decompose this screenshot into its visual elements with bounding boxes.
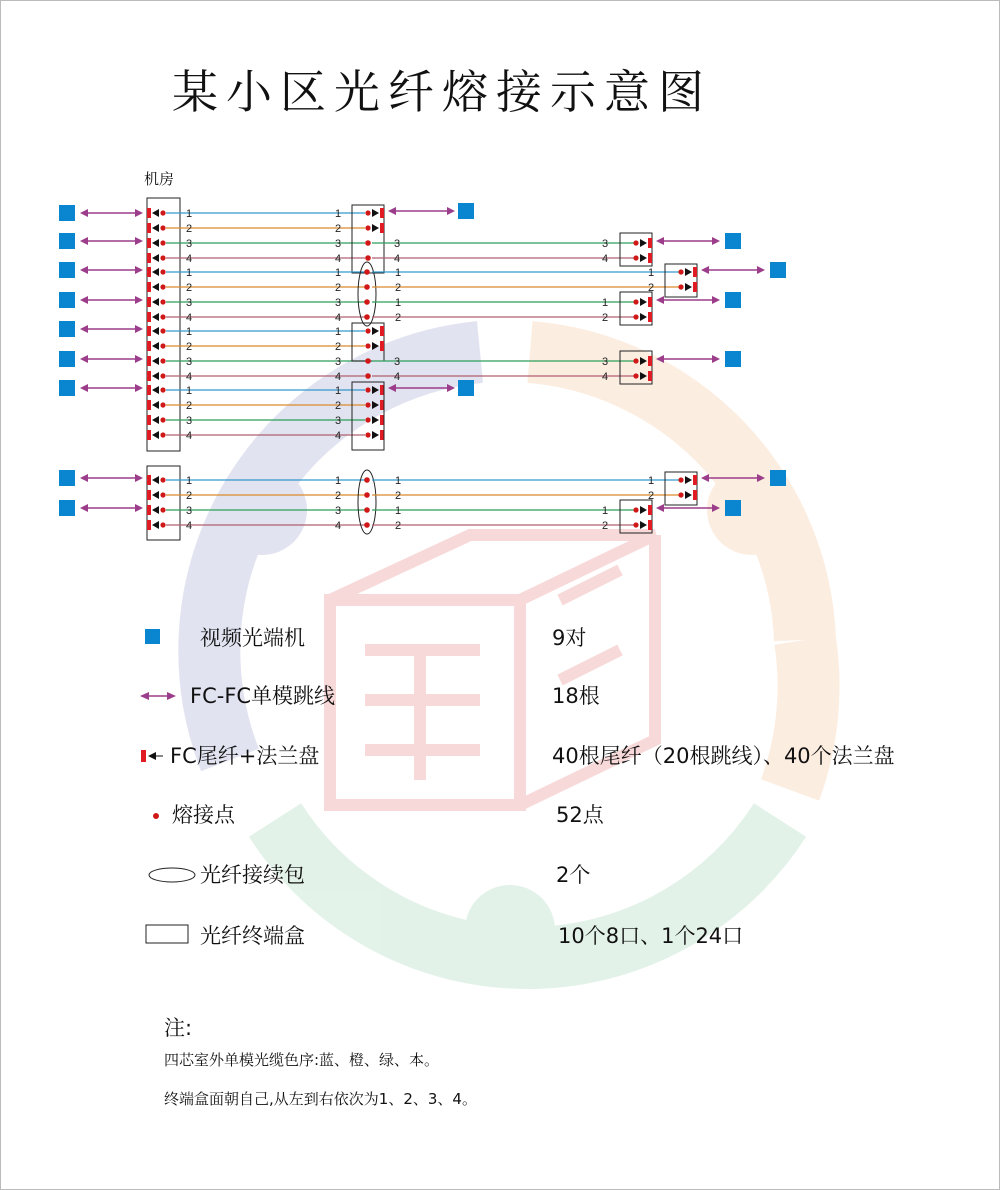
legend-transceiver-icon: [145, 629, 160, 644]
fiber-number-label: 1: [186, 208, 193, 220]
patch-arrow-right-icon: [712, 237, 720, 245]
splice-point-icon: [365, 373, 371, 379]
patch-arrow-left-icon: [656, 296, 664, 304]
flange-icon: [147, 208, 151, 218]
splice-point-icon: [364, 299, 370, 305]
pigtail-arrow-icon: [372, 209, 379, 217]
pigtail-arrow-icon: [640, 521, 647, 529]
pigtail-arrow-icon: [640, 372, 647, 380]
pigtail-arrow-icon: [685, 283, 692, 291]
fiber-number-label: 1: [602, 297, 609, 309]
splice-point-icon: [160, 402, 165, 407]
video-transceiver-icon: [59, 262, 75, 278]
splice-point-icon: [160, 284, 165, 289]
patch-arrow-left-icon: [701, 474, 709, 482]
flange-icon: [147, 253, 151, 263]
video-transceiver-icon: [458, 380, 474, 396]
fiber-number-label: 4: [602, 371, 609, 383]
video-transceiver-icon: [59, 205, 75, 221]
patch-arrow-right-icon: [712, 355, 720, 363]
flange-icon: [147, 238, 151, 248]
splice-point-icon: [160, 343, 165, 348]
legend-value-terminal-box: 10个8口、1个24口: [558, 924, 744, 948]
video-transceiver-icon: [59, 470, 75, 486]
splice-point-icon: [160, 269, 165, 274]
flange-icon: [147, 341, 151, 351]
flange-icon: [693, 282, 697, 292]
legend-value-pigtail: 40根尾纤（20根跳线）、40个法兰盘: [552, 744, 895, 768]
legend-label-transceiver: 视频光端机: [200, 626, 305, 650]
flange-icon: [380, 415, 384, 425]
note-line-1: 四芯室外单模光缆色序:蓝、橙、绿、本。: [164, 1051, 440, 1069]
fiber-number-label: 1: [335, 385, 342, 397]
flange-icon: [147, 267, 151, 277]
pigtail-arrow-icon: [152, 268, 159, 276]
legend-terminal-box-icon: [146, 925, 188, 943]
video-transceiver-icon: [770, 470, 786, 486]
fiber-number-label: 2: [186, 223, 193, 235]
pigtail-arrow-icon: [372, 416, 379, 424]
splice-point-icon: [678, 284, 683, 289]
pigtail-arrow-icon: [640, 357, 647, 365]
terminal-box: [620, 292, 652, 325]
patch-arrow-left-icon: [80, 325, 88, 333]
pigtail-arrow-icon: [640, 298, 647, 306]
splice-point-icon: [160, 328, 165, 333]
legend-label-splice-point: 熔接点: [172, 803, 235, 827]
legend-label-terminal-box: 光纤终端盒: [200, 924, 305, 948]
patch-arrow-left-icon: [80, 296, 88, 304]
splice-point-icon: [365, 255, 371, 261]
patch-arrow-right-icon: [447, 384, 455, 392]
legend-value-transceiver: 9对: [552, 626, 587, 650]
patch-arrow-right-icon: [135, 384, 143, 392]
video-transceiver-icon: [59, 380, 75, 396]
patch-arrow-left-icon: [80, 384, 88, 392]
flange-icon: [147, 385, 151, 395]
splice-point-icon: [365, 432, 370, 437]
fiber-number-label: 1: [395, 505, 402, 517]
patch-arrow-right-icon: [712, 504, 720, 512]
splice-point-icon: [365, 417, 370, 422]
pigtail-arrow-icon: [372, 342, 379, 350]
pigtail-arrow-icon: [152, 327, 159, 335]
pigtail-arrow-icon: [640, 239, 647, 247]
legend-label-pigtail: FC尾纤+法兰盘: [170, 744, 320, 768]
patch-arrow-right-icon: [135, 474, 143, 482]
pigtail-arrow-icon: [152, 476, 159, 484]
pigtail-arrow-icon: [152, 372, 159, 380]
fiber-number-label: 4: [335, 520, 342, 532]
fiber-number-label: 1: [648, 475, 655, 487]
splice-point-icon: [633, 255, 638, 260]
fiber-number-label: 2: [186, 341, 193, 353]
fiber-number-label: 2: [602, 312, 609, 324]
splice-point-icon: [160, 387, 165, 392]
pigtail-arrow-icon: [152, 283, 159, 291]
patch-arrow-left-icon: [656, 355, 664, 363]
splice-point-icon: [678, 492, 683, 497]
fiber-number-label: 2: [395, 312, 402, 324]
flange-icon: [380, 326, 384, 336]
splice-point-icon: [160, 255, 165, 260]
pigtail-arrow-icon: [372, 224, 379, 232]
fiber-number-label: 3: [602, 356, 609, 368]
pigtail-arrow-icon: [640, 254, 647, 262]
fiber-number-label: 1: [395, 267, 402, 279]
flange-icon: [380, 430, 384, 440]
splice-point-icon: [160, 492, 165, 497]
video-transceiver-icon: [59, 351, 75, 367]
flange-icon: [380, 208, 384, 218]
splice-point-icon: [633, 507, 638, 512]
fiber-number-label: 3: [186, 505, 193, 517]
pigtail-arrow-icon: [372, 401, 379, 409]
legend-patch-arrow-left-icon: [140, 692, 149, 700]
fiber-number-label: 2: [395, 282, 402, 294]
fiber-number-label: 4: [335, 253, 342, 265]
splice-point-icon: [365, 358, 371, 364]
splice-point-icon: [160, 299, 165, 304]
fiber-number-label: 1: [186, 475, 193, 487]
fiber-number-label: 2: [186, 490, 193, 502]
terminal-box: [620, 351, 652, 384]
video-transceiver-icon: [59, 321, 75, 337]
video-transceiver-icon: [59, 292, 75, 308]
fiber-number-label: 1: [335, 326, 342, 338]
splice-point-icon: [160, 522, 165, 527]
fiber-number-label: 4: [186, 312, 193, 324]
flange-icon: [147, 356, 151, 366]
fiber-number-label: 2: [335, 282, 342, 294]
patch-arrow-right-icon: [135, 237, 143, 245]
video-transceiver-icon: [725, 292, 741, 308]
fiber-number-label: 1: [395, 475, 402, 487]
splice-point-icon: [364, 477, 370, 483]
terminal-box: [147, 198, 180, 451]
flange-icon: [147, 475, 151, 485]
flange-icon: [147, 520, 151, 530]
patch-arrow-left-icon: [388, 384, 396, 392]
fiber-number-label: 2: [186, 400, 193, 412]
fiber-number-label: 4: [335, 430, 342, 442]
video-transceiver-icon: [725, 233, 741, 249]
flange-icon: [648, 371, 652, 381]
legend-value-enclosure: 2个: [556, 863, 591, 887]
patch-arrow-left-icon: [80, 237, 88, 245]
fiber-number-label: 2: [186, 282, 193, 294]
fiber-number-label: 2: [335, 223, 342, 235]
flange-icon: [147, 505, 151, 515]
fiber-number-label: 1: [335, 475, 342, 487]
fiber-number-label: 3: [335, 297, 342, 309]
patch-arrow-right-icon: [135, 325, 143, 333]
video-transceiver-icon: [770, 262, 786, 278]
splice-point-icon: [633, 522, 638, 527]
fiber-number-label: 1: [602, 505, 609, 517]
splice-point-icon: [160, 225, 165, 230]
fiber-number-label: 3: [186, 238, 193, 250]
pigtail-arrow-icon: [152, 224, 159, 232]
legend-flange-icon: [141, 750, 146, 762]
splice-point-icon: [364, 269, 370, 275]
fiber-number-label: 2: [335, 400, 342, 412]
splice-point-icon: [364, 492, 370, 498]
flange-icon: [380, 223, 384, 233]
fiber-number-label: 2: [335, 341, 342, 353]
pigtail-arrow-icon: [152, 209, 159, 217]
splice-point-icon: [364, 522, 370, 528]
flange-icon: [147, 400, 151, 410]
fiber-number-label: 3: [602, 238, 609, 250]
fiber-number-label: 2: [395, 490, 402, 502]
patch-arrow-left-icon: [80, 355, 88, 363]
flange-icon: [648, 253, 652, 263]
video-transceiver-icon: [59, 500, 75, 516]
pigtail-arrow-icon: [685, 268, 692, 276]
fiber-number-label: 3: [335, 505, 342, 517]
pigtail-arrow-icon: [152, 313, 159, 321]
patch-arrow-left-icon: [80, 209, 88, 217]
patch-arrow-right-icon: [712, 296, 720, 304]
fiber-number-label: 3: [335, 415, 342, 427]
splice-point-icon: [160, 373, 165, 378]
pigtail-arrow-icon: [152, 491, 159, 499]
flange-icon: [648, 505, 652, 515]
terminal-box: [665, 264, 697, 297]
pigtail-arrow-icon: [152, 254, 159, 262]
splice-point-icon: [160, 210, 165, 215]
pigtail-arrow-icon: [152, 416, 159, 424]
fiber-number-label: 3: [394, 356, 401, 368]
patch-arrow-left-icon: [80, 474, 88, 482]
legend-label-patch-cord: FC-FC单模跳线: [190, 684, 336, 708]
fiber-number-label: 1: [186, 385, 193, 397]
fiber-number-label: 4: [186, 253, 193, 265]
patch-arrow-right-icon: [757, 266, 765, 274]
patch-arrow-left-icon: [388, 207, 396, 215]
splice-point-icon: [160, 417, 165, 422]
video-transceiver-icon: [725, 500, 741, 516]
fiber-number-label: 3: [186, 356, 193, 368]
fiber-number-label: 3: [394, 238, 401, 250]
pigtail-arrow-icon: [152, 401, 159, 409]
fiber-number-label: 4: [186, 371, 193, 383]
pigtail-arrow-icon: [640, 313, 647, 321]
flange-icon: [380, 341, 384, 351]
splice-point-icon: [633, 240, 638, 245]
page-title: 某小区光纤熔接示意图: [172, 65, 712, 119]
pigtail-arrow-icon: [685, 491, 692, 499]
notes-title: 注:: [164, 1016, 193, 1040]
splice-point-icon: [160, 507, 165, 512]
flange-icon: [147, 282, 151, 292]
splice-point-icon: [365, 225, 370, 230]
flange-icon: [693, 475, 697, 485]
note-line-2: 终端盒面朝自己,从左到右依次为1、2、3、4。: [164, 1090, 477, 1108]
fiber-number-label: 4: [335, 312, 342, 324]
patch-arrow-right-icon: [135, 355, 143, 363]
fiber-number-label: 4: [394, 371, 401, 383]
fiber-number-label: 2: [602, 520, 609, 532]
flange-icon: [648, 356, 652, 366]
fiber-number-label: 2: [395, 520, 402, 532]
splice-point-icon: [365, 402, 370, 407]
splice-point-icon: [365, 210, 370, 215]
splice-point-icon: [633, 373, 638, 378]
splice-point-icon: [160, 240, 165, 245]
fiber-number-label: 4: [186, 430, 193, 442]
patch-arrow-left-icon: [80, 504, 88, 512]
flange-icon: [648, 297, 652, 307]
pigtail-arrow-icon: [372, 386, 379, 394]
flange-icon: [147, 326, 151, 336]
splice-point-icon: [160, 314, 165, 319]
flange-icon: [147, 371, 151, 381]
machine-room-label: 机房: [144, 170, 175, 188]
legend-value-splice-point: 52点: [556, 803, 604, 827]
pigtail-arrow-icon: [372, 431, 379, 439]
splice-point-icon: [365, 328, 370, 333]
splice-point-icon: [365, 343, 370, 348]
flange-icon: [648, 312, 652, 322]
splice-point-icon: [365, 240, 371, 246]
splice-point-icon: [633, 299, 638, 304]
flange-icon: [380, 400, 384, 410]
fiber-number-label: 1: [186, 267, 193, 279]
fiber-number-label: 3: [186, 297, 193, 309]
pigtail-arrow-icon: [685, 476, 692, 484]
pigtail-arrow-icon: [152, 298, 159, 306]
pigtail-arrow-icon: [372, 327, 379, 335]
pigtail-arrow-icon: [152, 386, 159, 394]
splice-point-icon: [678, 269, 683, 274]
terminal-box: [620, 233, 652, 266]
flange-icon: [147, 223, 151, 233]
pigtail-arrow-icon: [640, 506, 647, 514]
fiber-number-label: 2: [648, 490, 655, 502]
video-transceiver-icon: [59, 233, 75, 249]
splice-point-icon: [160, 477, 165, 482]
splice-point-icon: [160, 432, 165, 437]
fiber-number-label: 4: [602, 253, 609, 265]
pigtail-arrow-icon: [152, 342, 159, 350]
terminal-box: [147, 466, 180, 540]
flange-icon: [693, 490, 697, 500]
flange-icon: [147, 312, 151, 322]
terminal-box: [620, 500, 652, 533]
fiber-number-label: 3: [186, 415, 193, 427]
legend-patch-arrow-right-icon: [167, 692, 176, 700]
fiber-number-label: 1: [395, 297, 402, 309]
splice-point-icon: [364, 314, 370, 320]
patch-arrow-left-icon: [80, 266, 88, 274]
flange-icon: [147, 430, 151, 440]
patch-arrow-right-icon: [757, 474, 765, 482]
flange-icon: [147, 490, 151, 500]
fiber-number-label: 2: [648, 282, 655, 294]
splice-point-icon: [678, 477, 683, 482]
patch-arrow-left-icon: [656, 504, 664, 512]
patch-arrow-right-icon: [447, 207, 455, 215]
pigtail-arrow-icon: [152, 521, 159, 529]
pigtail-arrow-icon: [152, 506, 159, 514]
terminal-box: [665, 472, 697, 505]
legend-label-enclosure: 光纤接续包: [200, 863, 305, 887]
video-transceiver-icon: [725, 351, 741, 367]
video-transceiver-icon: [458, 203, 474, 219]
fiber-number-label: 1: [335, 267, 342, 279]
flange-icon: [147, 297, 151, 307]
patch-arrow-left-icon: [656, 237, 664, 245]
fiber-number-label: 1: [648, 267, 655, 279]
splice-point-icon: [633, 314, 638, 319]
fiber-number-label: 4: [335, 371, 342, 383]
pigtail-arrow-icon: [152, 357, 159, 365]
patch-arrow-right-icon: [135, 296, 143, 304]
fiber-number-label: 1: [335, 208, 342, 220]
splice-point-icon: [365, 387, 370, 392]
patch-arrow-left-icon: [701, 266, 709, 274]
fiber-number-label: 2: [335, 490, 342, 502]
patch-arrow-right-icon: [135, 504, 143, 512]
fiber-number-label: 4: [394, 253, 401, 265]
splice-point-icon: [364, 507, 370, 513]
legend-enclosure-icon: [149, 868, 195, 882]
splice-point-icon: [160, 358, 165, 363]
pigtail-arrow-icon: [152, 431, 159, 439]
splice-point-icon: [364, 284, 370, 290]
fiber-number-label: 3: [335, 238, 342, 250]
patch-arrow-right-icon: [135, 266, 143, 274]
fiber-number-label: 1: [186, 326, 193, 338]
fiber-number-label: 4: [186, 520, 193, 532]
splice-point-icon: [633, 358, 638, 363]
fiber-number-label: 3: [335, 356, 342, 368]
legend-splice-icon: [153, 813, 159, 819]
flange-icon: [648, 520, 652, 530]
pigtail-arrow-icon: [152, 239, 159, 247]
flange-icon: [147, 415, 151, 425]
flange-icon: [693, 267, 697, 277]
patch-arrow-right-icon: [135, 209, 143, 217]
legend-value-patch-cord: 18根: [552, 684, 600, 708]
flange-icon: [380, 385, 384, 395]
flange-icon: [648, 238, 652, 248]
